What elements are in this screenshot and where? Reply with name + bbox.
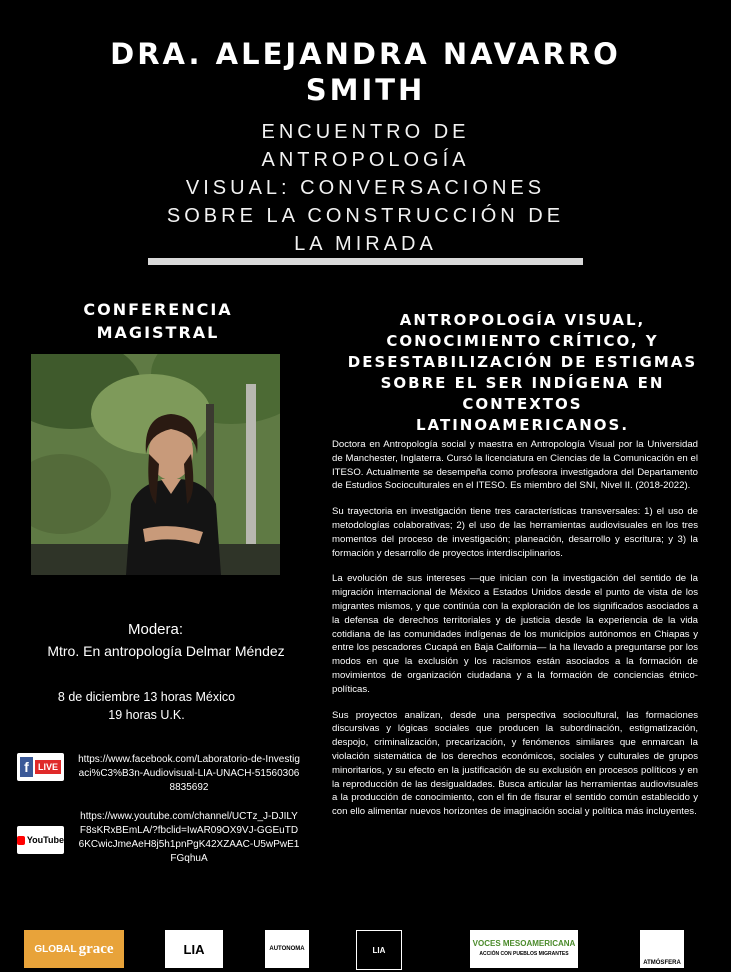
- speaker-bio: [332, 438, 698, 831]
- youtube-link[interactable]: https://www.youtube.com/channel/UCTz_J-DJILYF8sKRxBEmLA/?fbclid=IwAR09OX9VJ-GGEuTD6KCwicJmeAeH8j5h1pnPgK42XZAAC-U5wPwE1FGqhuA: [78, 811, 300, 864]
- moderator-label: Modera:: [127, 621, 184, 638]
- global-grace-logo-text: GLOBAL: [34, 943, 77, 955]
- subtitle-line: VISUAL: CONVERSACIONES: [185, 177, 546, 199]
- youtube-play-icon: [17, 836, 25, 845]
- event-time-uk: 19 horas U.K.: [108, 708, 185, 722]
- conference-type: [58, 298, 258, 344]
- global-grace-logo: [24, 930, 124, 968]
- live-label: LIVE: [35, 760, 61, 774]
- voces-logo-subtext: ACCIÓN CON PUEBLOS MIGRANTES: [479, 951, 569, 957]
- facebook-live-badge[interactable]: [17, 753, 64, 781]
- youtube-badge[interactable]: [17, 826, 64, 854]
- atmosfera-logo: [640, 930, 684, 968]
- talk-title-line: DESESTABILIZACIÓN DE ESTIGMAS: [347, 353, 698, 371]
- bio-paragraph: Sus proyectos analizan, desde una perspectiva sociocultural, las formaciones discursivas y lógicas sociales que producen la subordinación, estigmatización, despojo, criminalización, precarización, y fenómenos similares que enmarcan la violación sistemática de los derechos económicos, sociales y culturales de grupos minoritarios, y su efecto en la justificación de su exclusión en procesos políticos y en la reproducción de las desigualdades. Busca articular las herramientas audiovisuales a la producción de conocimiento, con el fin de fisurar el sentido común establecido y con ello alimentar nuevos horizontes de imaginación social y política más incluyentes.: [332, 709, 698, 818]
- talk-title-line: SOBRE EL SER INDÍGENA EN CONTEXTOS: [380, 374, 665, 413]
- speaker-name: [0, 36, 731, 108]
- voces-mesoamericanas-logo: [470, 930, 578, 968]
- subtitle-line: SOBRE LA CONSTRUCCIÓN DE: [166, 205, 565, 227]
- conference-line: CONFERENCIA: [83, 300, 233, 319]
- voces-logo-text: VOCES MESOAMERICANA: [472, 939, 576, 948]
- lia-lab-logo: [356, 930, 402, 970]
- talk-title: [330, 310, 715, 436]
- lia-logo-text: LIA: [183, 941, 205, 957]
- autonoma-seal-logo: [265, 930, 309, 968]
- conference-line: MAGISTRAL: [96, 323, 220, 342]
- bio-paragraph: La evolución de sus intereses —que inician con la investigación del sentido de la migración internacional de México a Estados Unidos desde el punto de vista de los migrantes mismos, y que continúa con la exploración de los significados asociados a la defensa de derechos territoriales y de justicia desde la experiencia de la vida cotidiana de las comunidades indígenas de los municipios autónomos en Chiapas y entre los pescadores Cucapá en Baja California— la ha llevado a preguntarse por los modos en que la exclusión y los racismos están asociados a la formación de movimientos de organización ciudadana y a la formación de conciencias étnico-políticas.: [332, 573, 698, 695]
- bio-paragraph: Su trayectoria en investigación tiene tres características transversales: 1) el uso de metodologías colaborativas; 2) el uso de las herramientas audiovisuales en los tres momentos del proceso de investigación; planeación, desarrollo y escritura; y 3) la formación y desarrollo de proyectos interdisciplinarios.: [332, 506, 698, 559]
- atmosfera-logo-text: ATMÓSFERA: [643, 960, 681, 966]
- talk-title-line: CONOCIMIENTO CRÍTICO, Y: [386, 332, 659, 350]
- facebook-link[interactable]: https://www.facebook.com/Laboratorio-de-Investigaci%C3%B3n-Audiovisual-LIA-UNACH-515603068835692: [78, 754, 300, 793]
- talk-title-line: LATINOAMERICANOS.: [415, 416, 630, 434]
- event-subtitle: [120, 118, 611, 258]
- speaker-photo: [31, 354, 280, 575]
- talk-title-line: ANTROPOLOGÍA VISUAL,: [399, 311, 646, 329]
- global-grace-logo-text: grace: [78, 940, 114, 957]
- lia-lab-logo-text: LIA: [372, 945, 386, 955]
- lia-logo: [165, 930, 223, 968]
- youtube-label: YouTube: [26, 835, 64, 845]
- moderator-name: Mtro. En antropología Delmar Méndez: [47, 643, 285, 659]
- bio-paragraph: Doctora en Antropología social y maestra en Antropología Visual por la Universidad de Manchester, Inglaterra. Cursó la licenciatura en Ciencias de la Comunicación en el ITESO. Actualmente se desempeña como profesora investigadora del Departamento de Estudios Socioculturales en el ITESO. Es miembro del SNI, Nivel II. (2018-2022).: [332, 439, 698, 492]
- event-date: 8 de diciembre 13 horas México: [57, 690, 236, 704]
- speaker-photo-illustration: [31, 354, 280, 575]
- speaker-name-line-2: SMITH: [305, 73, 426, 107]
- speaker-name-line-1: DRA. ALEJANDRA NAVARRO: [110, 37, 621, 71]
- facebook-icon: f: [20, 757, 33, 777]
- subtitle-line: ANTROPOLOGÍA: [261, 149, 470, 171]
- subtitle-line: LA MIRADA: [294, 233, 437, 255]
- autonoma-logo-text: AUTONOMA: [269, 946, 305, 952]
- divider: [148, 258, 583, 265]
- subtitle-line: ENCUENTRO DE: [261, 121, 470, 143]
